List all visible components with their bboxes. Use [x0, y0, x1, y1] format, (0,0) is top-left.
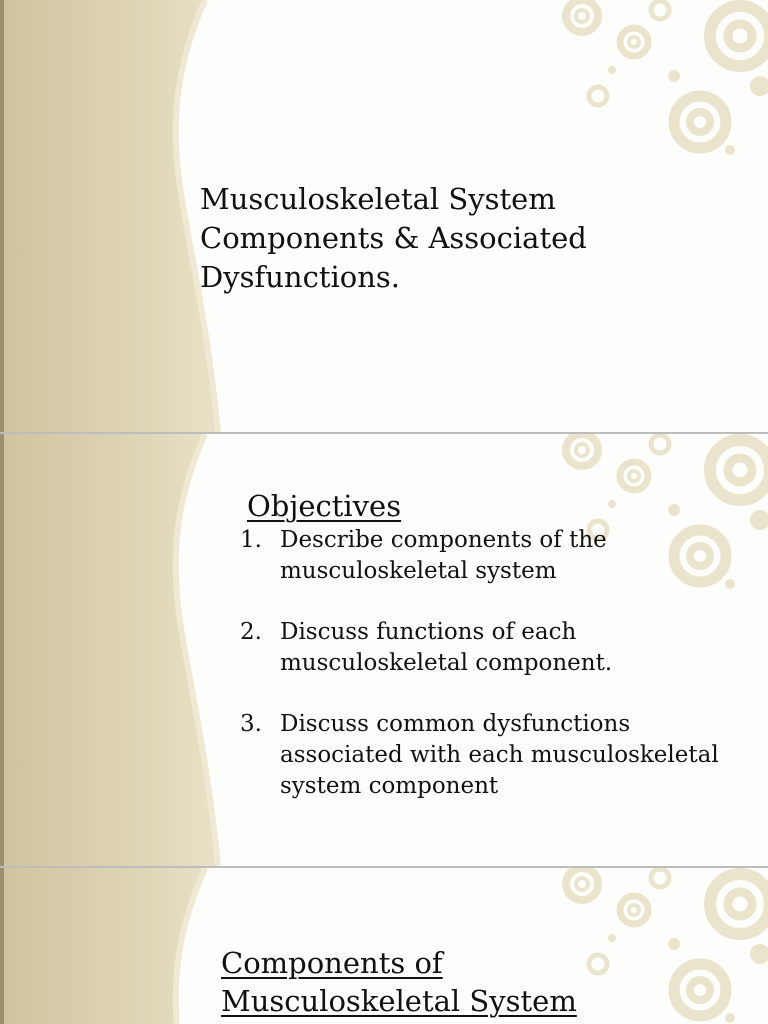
swirl-ornament-icon	[566, 0, 768, 155]
list-item-text: Discuss common dysfunctions associated with each musculoskeletal system component	[280, 711, 719, 799]
slide-3	[0, 868, 768, 1024]
slide-2	[0, 434, 768, 866]
list-item-number: 2.	[240, 619, 262, 645]
list-item-text: Discuss functions of each musculoskeletal component.	[280, 619, 613, 676]
objectives-list	[240, 525, 740, 832]
slide-1-title: Musculoskeletal System Components & Associated Dysfunctions.	[200, 182, 587, 294]
slide-3-title-line: Musculoskeletal System	[221, 984, 577, 1018]
list-item	[240, 617, 740, 679]
slide-2-heading: Objectives	[247, 489, 402, 523]
list-item-number: 3.	[240, 711, 262, 737]
list-item	[240, 709, 740, 802]
list-item-text: Describe components of the musculoskeletal system	[280, 527, 607, 584]
slide-3-title-line: Components of	[221, 946, 443, 980]
list-item-number: 1.	[240, 527, 262, 553]
slide-3-title	[221, 944, 721, 1020]
slide-1	[0, 0, 768, 432]
list-item	[240, 525, 740, 587]
